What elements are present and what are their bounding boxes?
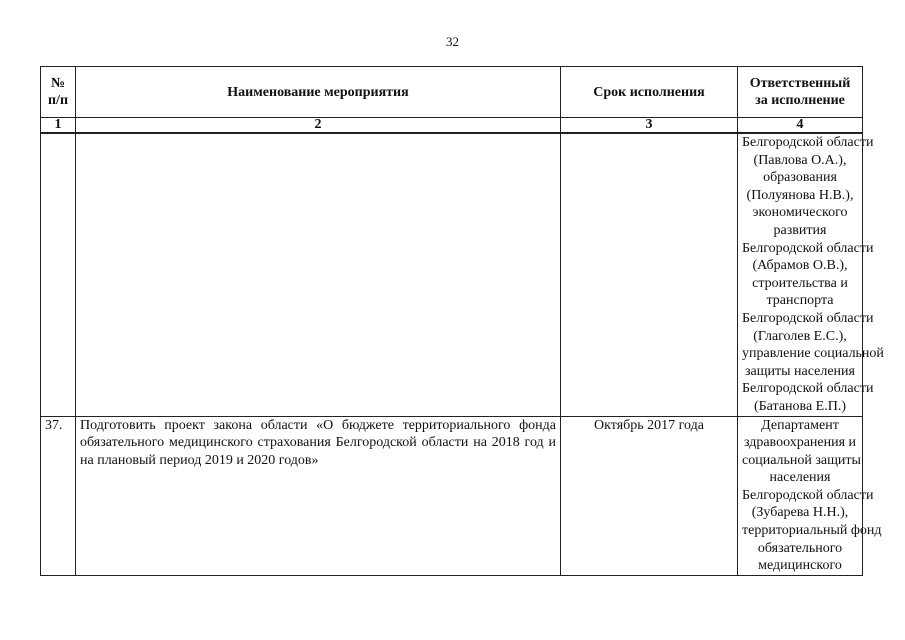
responsible-line: (Глаголев Е.С.), — [753, 328, 847, 344]
responsible-line: Белгородской области — [742, 240, 874, 256]
responsible-line: образования — [763, 170, 837, 186]
responsible-line: Белгородской области — [742, 381, 874, 397]
column-number-3: 3 — [561, 118, 738, 134]
responsible-line: Департамент — [761, 417, 839, 433]
row-term — [561, 133, 738, 416]
responsible-line: (Полуянова Н.В.), — [746, 187, 854, 203]
responsible-line: здравоохранения и — [743, 435, 857, 451]
column-number-2: 2 — [76, 118, 561, 134]
column-number-4: 4 — [738, 118, 863, 134]
responsible-line: управление социальной — [742, 346, 884, 362]
responsible-line: транспорта — [766, 293, 834, 309]
row-term: Октябрь 2017 года — [561, 416, 738, 575]
responsible-line: социальной защиты — [742, 452, 861, 468]
responsible-line: населения — [769, 470, 831, 486]
header-row — [41, 67, 863, 118]
header-responsible: Ответственный за исполнение — [738, 67, 863, 118]
responsible-line: обязательного — [757, 540, 843, 556]
responsible-line: Белгородской области — [742, 487, 874, 503]
responsible-line: защиты населения — [745, 363, 855, 379]
row-num — [41, 133, 76, 416]
header-term: Срок исполнения — [561, 67, 738, 118]
responsible-line: развития — [773, 222, 827, 238]
column-number-1: 1 — [41, 118, 76, 134]
column-number-row — [41, 118, 863, 134]
page-number: 32 — [446, 34, 459, 49]
responsible-line: (Зубарева Н.Н.), — [751, 505, 849, 521]
row-responsible — [738, 133, 884, 416]
responsible-line: (Павлова О.А.), — [753, 152, 847, 168]
row-num: 37. — [41, 416, 76, 575]
responsible-line: Белгородской области — [742, 135, 874, 150]
responsible-line: территориальный фонд — [742, 523, 882, 539]
responsible-line: медицинского — [758, 558, 842, 574]
events-table — [40, 66, 884, 576]
row-responsible — [738, 416, 882, 575]
responsible-line: (Абрамов О.В.), — [752, 258, 848, 274]
header-num: № п/п — [41, 67, 76, 118]
responsible-line: Белгородской области — [742, 310, 874, 326]
table-row — [41, 133, 863, 416]
table-row — [41, 416, 863, 575]
row-name — [76, 133, 561, 416]
responsible-line: экономического — [752, 205, 848, 221]
row-name: Подготовить проект закона области «О бюджете территориального фонда обязательного медицинского страхования Белгородской области на 2018 год и на плановый период 2019 и 2020 годов» — [76, 416, 561, 575]
responsible-line: (Батанова Е.П.) — [753, 398, 846, 414]
header-name: Наименование мероприятия — [76, 67, 561, 118]
responsible-line: строительства и — [752, 275, 848, 291]
